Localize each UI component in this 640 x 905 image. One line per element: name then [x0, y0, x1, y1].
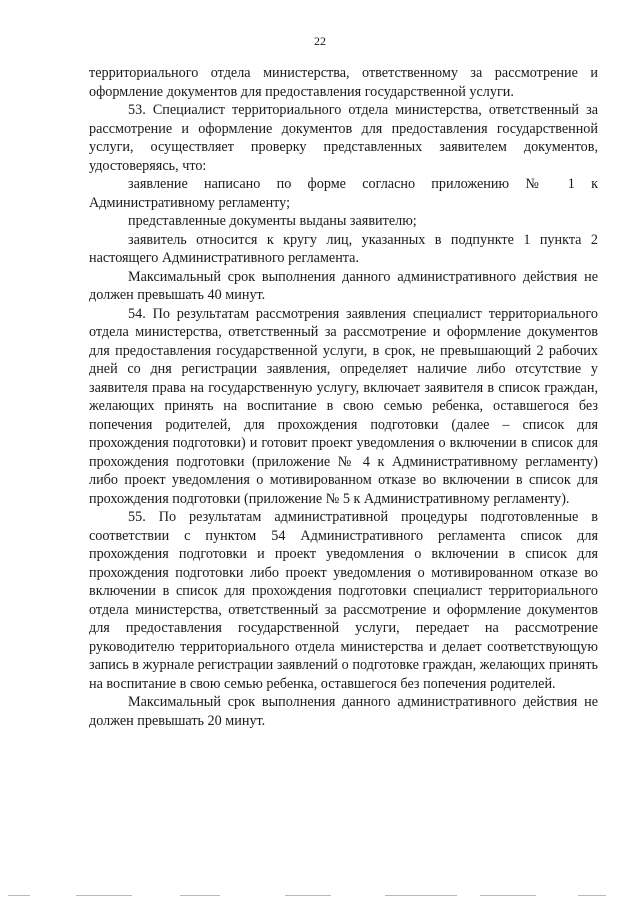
- scan-edge-marks: [0, 895, 640, 899]
- scan-mark: [385, 895, 457, 896]
- page-number: 22: [314, 34, 326, 48]
- paragraph-53-item-application-form: заявление написано по форме согласно приложению № 1 к Административному регламенту;: [89, 176, 598, 211]
- paragraph-55: 55. По результатам административной процедуры подготовленные в соответствии с пунктом 54 Административного регламента список для прохождения подготовки и проект уведомления о включении в список для прохождения подготовки либо проект уведомления о мотивированном отказе во включении в список для прохождения подготовки специалист территориального отдела министерства, ответственный за рассмотрение и оформление документов для предоставления государственной услуги, передает на рассмотрение руководителю территориального отдела министерства и делает соответствующую запись в журнале регистрации заявлений о подготовке граждан, желающих принять на воспитание в свою семью ребенка, оставшегося без попечения родителей.: [89, 509, 598, 692]
- scan-mark: [578, 895, 606, 896]
- paragraph-53-item-applicant-eligible: заявитель относится к кругу лиц, указанных в подпункте 1 пункта 2 настоящего Административного регламента.: [89, 231, 598, 266]
- paragraph-55-max-time: Максимальный срок выполнения данного административного действия не должен превышать 20 минут.: [89, 694, 598, 729]
- paragraph-53-item-documents-issued: представленные документы выданы заявителю;: [128, 213, 417, 229]
- paragraph-53-max-time: Максимальный срок выполнения данного административного действия не должен превышать 40 минут.: [89, 268, 598, 303]
- paragraph-54: 54. По результатам рассмотрения заявления специалист территориального отдела министерства, ответственный за рассмотрение и оформление документов для предоставления государственной услуги, в срок, не превышающий 2 рабочих дней со дня регистрации заявления, определяет наличие либо отсутствие у заявителя права на государственную услугу, включает заявителя в список граждан, желающих принять на воспитание в свою семью ребенка, оставшегося без попечения родителей, для прохождения подготовки (далее – список для прохождения подготовки) и готовит проект уведомления о включении в список для прохождения подготовки (приложение № 4 к Административному регламенту) либо проект уведомления о мотивированном отказе во включении в список для прохождения подготовки (приложение № 5 к Административному регламенту).: [89, 305, 598, 507]
- scan-mark: [76, 895, 132, 896]
- paragraph-continuation: территориального отдела министерства, ответственному за рассмотрение и оформление документов для предоставления государственной услуги.: [89, 65, 598, 100]
- paragraph-53: 53. Специалист территориального отдела министерства, ответственный за рассмотрение и оформление документов для предоставления государственной услуги, осуществляет проверку представленных заявителем документов, удостоверяясь, что:: [89, 102, 598, 174]
- scan-mark: [480, 895, 536, 896]
- scan-mark: [285, 895, 331, 896]
- scan-mark: [180, 895, 220, 896]
- scan-mark: [8, 895, 30, 896]
- document-body: [89, 64, 598, 730]
